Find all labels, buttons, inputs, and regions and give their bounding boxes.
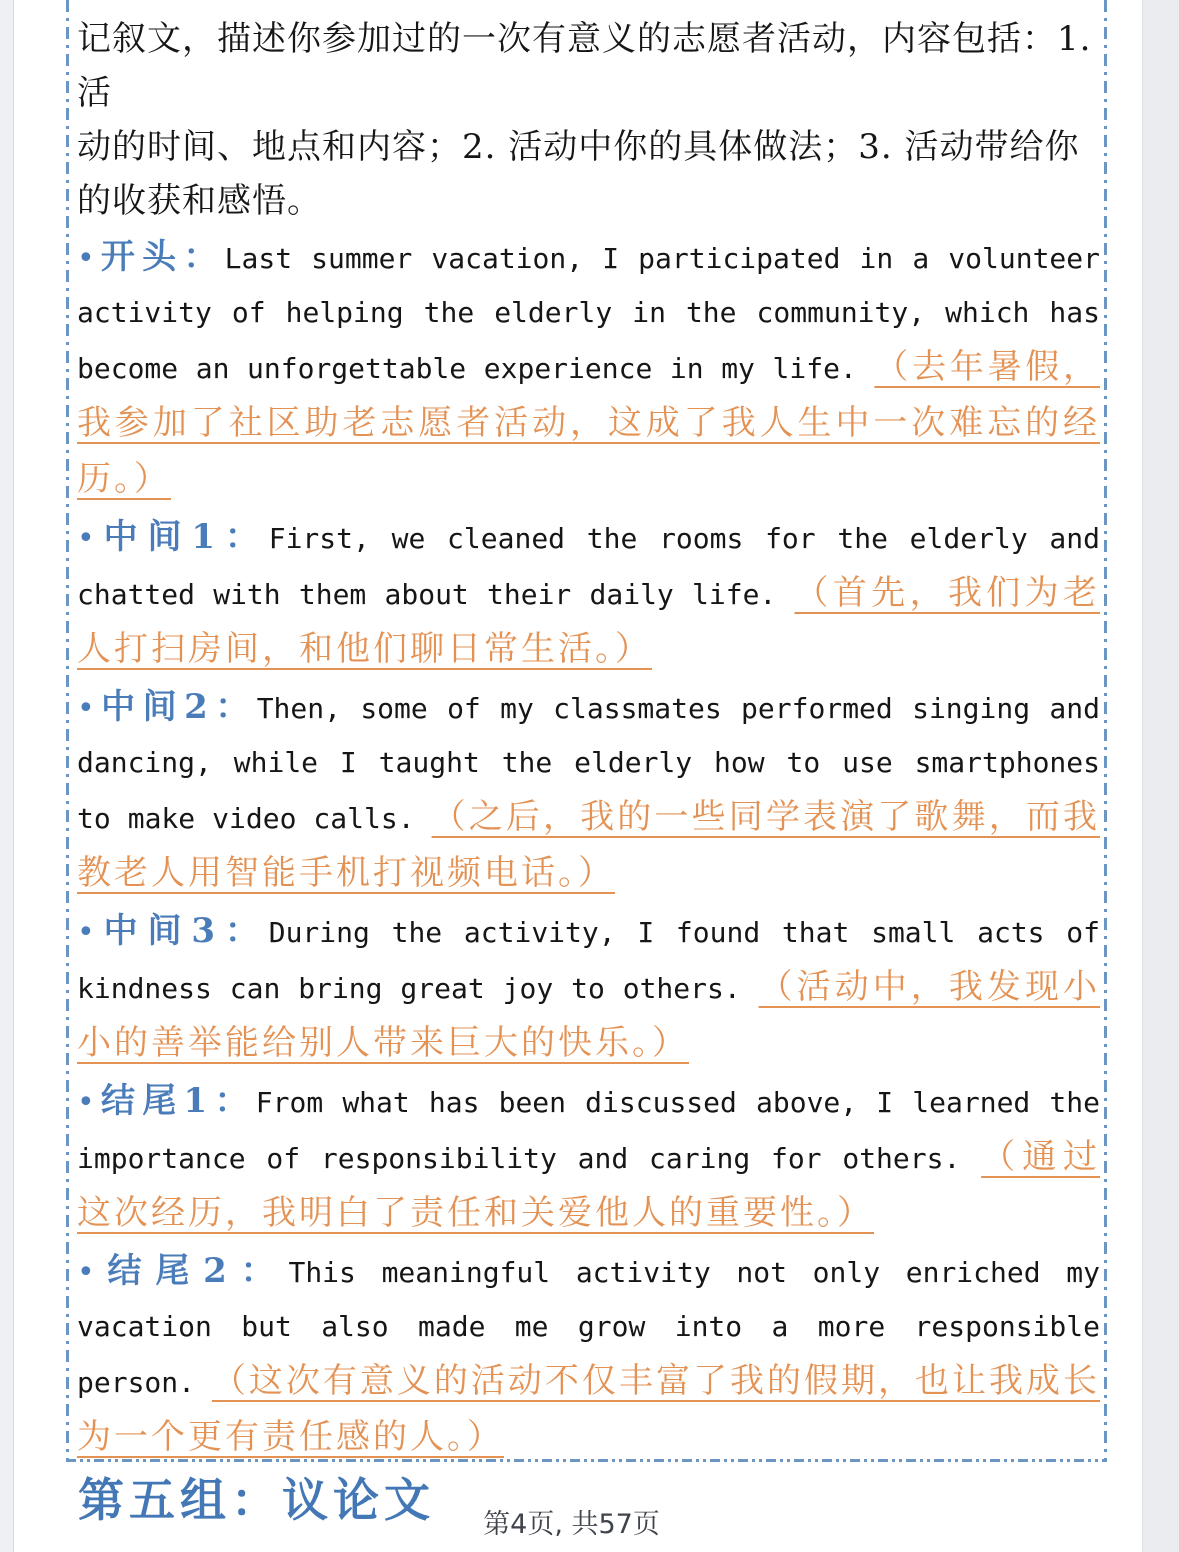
section-middle-3: [77, 904, 1100, 1072]
prompt-line: 记叙文，描述你参加过的一次有意义的志愿者活动，内容包括：1.: [77, 19, 1092, 59]
section-ending-1: [77, 1074, 1100, 1242]
bullet-icon: •: [77, 241, 95, 276]
chinese-translation: （活动中，我发现小小的善举能给别人带来巨大的快乐。）: [77, 967, 1100, 1063]
section-label: 结尾1：: [98, 1081, 256, 1121]
section-middle-2: [77, 680, 1100, 902]
english-sentence: From what has been discussed above, I learned the importance of responsibility and caring for others.: [77, 1086, 1100, 1175]
prompt-line: 的收获和感悟。: [77, 181, 322, 221]
section-label: 中间3：: [98, 911, 269, 951]
space-separator: [776, 578, 794, 611]
space-separator: [741, 972, 759, 1005]
space-separator: [960, 1142, 981, 1175]
english-sentence: Last summer vacation, I participated in a volunteer activity of helping the elderly in the community, which has become an unforgettable experience in my life.: [77, 242, 1100, 385]
bullet-icon: •: [77, 1085, 95, 1120]
space-separator: [857, 352, 875, 385]
screen-right-gutter: [1142, 0, 1179, 1552]
space-separator: [415, 802, 432, 835]
section-label: 结尾2：: [98, 1251, 289, 1291]
section-label: 开头：: [98, 237, 225, 277]
prompt-paragraph: [77, 12, 1100, 228]
section-label: 中间2：: [98, 687, 257, 727]
space-separator: [195, 1366, 212, 1399]
screen-left-gutter: [0, 0, 14, 1552]
prompt-line: 活: [77, 73, 112, 113]
essay-content: [77, 12, 1100, 1466]
next-group-heading: 第五组：议论文: [78, 1473, 435, 1527]
section-opening: [77, 230, 1100, 508]
dashed-box-right-border: [1104, 0, 1107, 1461]
bullet-icon: •: [77, 915, 95, 950]
english-sentence: First, we cleaned the rooms for the elderly and chatted with them about their daily life.: [77, 522, 1100, 611]
english-sentence: During the activity, I found that small acts of kindness can bring great joy to others.: [77, 916, 1100, 1005]
chinese-translation: （首先，我们为老人打扫房间，和他们聊日常生活。）: [77, 573, 1101, 669]
bullet-icon: •: [77, 521, 95, 556]
section-middle-1: [77, 510, 1100, 678]
bullet-icon: •: [77, 691, 95, 726]
chinese-translation: （通过这次经历，我明白了责任和关爱他人的重要性。）: [77, 1137, 1101, 1233]
chinese-translation: （去年暑假，我参加了社区助老志愿者活动，这成了我人生中一次难忘的经历。）: [77, 347, 1101, 499]
prompt-line: 动的时间、地点和内容；2. 活动中你的具体做法；3. 活动带给你: [77, 127, 1080, 167]
chinese-translation: （这次有意义的活动不仅丰富了我的假期，也让我成长为一个更有责任感的人。）: [77, 1361, 1101, 1457]
chinese-translation: （之后，我的一些同学表演了歌舞，而我教老人用智能手机打视频电话。）: [77, 797, 1100, 893]
section-ending-2: [77, 1244, 1100, 1466]
english-sentence: Then, some of my classmates performed singing and dancing, while I taught the elderly how to use smartphones to make video calls.: [77, 692, 1100, 835]
page-number-indicator: 第4页, 共57页: [483, 1509, 660, 1540]
bullet-icon: •: [77, 1255, 95, 1290]
english-sentence: This meaningful activity not only enriched my vacation but also made me grow into a more responsible person.: [77, 1256, 1100, 1399]
section-label: 中间1：: [98, 517, 269, 557]
dashed-box-left-border: [66, 0, 69, 1461]
